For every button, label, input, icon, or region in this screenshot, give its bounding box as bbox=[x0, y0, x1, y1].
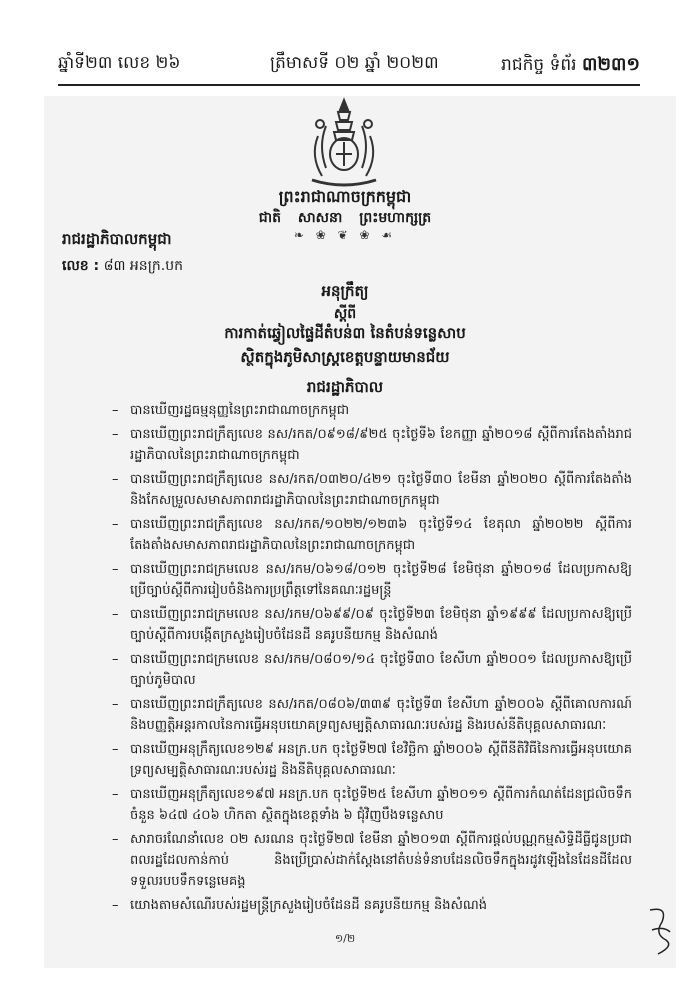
preamble-clause bbox=[112, 784, 632, 826]
journal-page-number: ៣២៣១ bbox=[581, 54, 640, 75]
bullet-dash: – bbox=[112, 607, 119, 622]
bullet-dash: – bbox=[112, 562, 119, 577]
preamble-clause bbox=[112, 400, 632, 421]
document-on: ស្ដីពី bbox=[333, 306, 357, 322]
reference-number bbox=[62, 256, 183, 277]
bullet-dash: – bbox=[112, 472, 119, 487]
handwritten-signature-icon bbox=[640, 900, 680, 960]
national-motto: ជាតិ សាសនា ព្រះមហាក្សត្រ bbox=[258, 210, 432, 226]
bullet-dash: – bbox=[112, 787, 119, 802]
preamble-clause bbox=[112, 514, 632, 556]
clause-text: បានឃើញព្រះរាជក្រមលេខ នស/រកម/០៨០១/១៤ ចុះថ្ងៃទី៣០ ខែសីហា ឆ្នាំ២០០១ ដែលប្រកាសឱ្យប្រើច្បាប់ភូមិបាល bbox=[130, 652, 632, 688]
gazette-date: ត្រឹមាសទី ០២ ឆ្នាំ ២០២៣ bbox=[270, 53, 439, 73]
royal-coat-of-arms-icon bbox=[296, 96, 392, 188]
document-title-line-2: ស្ថិតក្នុងភូមិសាស្ត្រខេត្តបន្ទាយមានជ័យ bbox=[240, 348, 450, 366]
bullet-dash: – bbox=[112, 742, 119, 757]
clause-text: បានឃើញព្រះរាជក្រឹត្យលេខ នស/រកត/០៨០៦/៣៣៩ ចុះថ្ងៃទី៣ ខែសីហា ឆ្នាំ២០០៦ ស្ដីពីគោលការណ៍ និងបញ្ញត្តិអន្តរកាលនៃការធ្វើអនុបយោគទ្រព្យសម្បត្តិសាធារណៈរបស់រដ្ឋ និងរបស់នីតិបុគ្គលសាធារណៈ bbox=[130, 697, 632, 733]
gazette-page bbox=[501, 52, 640, 79]
gazette-header bbox=[58, 52, 640, 82]
preamble-clause bbox=[112, 559, 632, 601]
bullet-dash: – bbox=[112, 652, 119, 667]
kingdom-name: ព្រះរាជាណាចក្រកម្ពុជា bbox=[278, 187, 412, 206]
preamble-clause bbox=[112, 895, 632, 916]
preamble-clause bbox=[112, 739, 632, 781]
bullet-dash: – bbox=[112, 403, 119, 418]
preamble-clause bbox=[112, 424, 632, 466]
bullet-dash: – bbox=[112, 898, 119, 913]
bullet-dash: – bbox=[112, 517, 119, 532]
journal-label: រាជកិច្ច ទំព័រ bbox=[501, 55, 577, 75]
gazette-year-issue: ឆ្នាំទី២៣ លេខ ២៦ bbox=[58, 53, 181, 73]
preamble-clause-list bbox=[112, 400, 632, 919]
clause-text: សារាចរណែនាំលេខ ០២ សរណន ចុះថ្ងៃទី២៧ ខែមីនា ឆ្នាំ២០១៣ ស្ដីពីការផ្ដល់បណ្ណកម្មសិទ្ធិដីធ្លីជូនប្រជាពលរដ្ឋដែលកាន់កាប់ និងប្រើប្រាស់ដាក់ស្ដែងនៅតំបន់ទំនាបដែនលិចទឹកក្នុងរដូវឡើងនៃដែនដីដែលទទួលរបបទឹកទន្លេមេគង្គ bbox=[130, 832, 632, 889]
issuing-authority: រាជរដ្ឋាភិបាល bbox=[306, 378, 384, 396]
ornament-divider: ❧ ❀ ❦ ❀ ☙ bbox=[293, 228, 397, 242]
document-type: អនុក្រឹត្យ bbox=[321, 282, 369, 300]
clause-text: បានឃើញអនុក្រឹត្យលេខ១៩៧ អនក្រ.បក ចុះថ្ងៃទី២៥ ខែសីហា ឆ្នាំ២០១១ ស្ដីពីការកំណត់ដែនជ្រលិចទឹកចំនួន ៦៤៧ ៤០៦ ហិកតា ស្ថិតក្នុងខេត្តទាំង ៦ ជុំវិញបឹងទន្លេសាប bbox=[130, 787, 632, 823]
preamble-clause bbox=[112, 694, 632, 736]
document-title-line-1: ការកាត់ឆ្វៀលផ្ទៃដីតំបន់៣ នៃតំបន់ទន្លេសាប bbox=[224, 324, 466, 342]
clause-text: បានឃើញរដ្ឋធម្មនុញ្ញនៃព្រះរាជាណាចក្រកម្ពុជា bbox=[130, 403, 350, 418]
preamble-clause bbox=[112, 469, 632, 511]
clause-text: យោងតាមសំណើរបស់រដ្ឋមន្ត្រីក្រសួងរៀបចំដែនដី នគរូបនីយកម្ម និងសំណង់ bbox=[130, 898, 487, 913]
preamble-clause bbox=[112, 829, 632, 892]
clause-text: បានឃើញព្រះរាជក្រឹត្យលេខ នស/រកត/០៩១៨/៩២៥ ចុះថ្ងៃទី៦ ខែកញ្ញា ឆ្នាំ២០១៨ ស្ដីពីការតែងតាំងរាជរដ្ឋាភិបាលនៃព្រះរាជាណាចក្រកម្ពុជា bbox=[130, 427, 632, 463]
clause-text: បានឃើញព្រះរាជក្រឹត្យលេខ នស/រកត/០៣២០/៤២១ ចុះថ្ងៃទី៣០ ខែមីនា ឆ្នាំ២០២០ ស្ដីពីការតែងតាំង និងកែសម្រួលសមាសភាពរាជរដ្ឋាភិបាលនៃព្រះរាជាណាចក្រកម្ពុជា bbox=[130, 472, 632, 508]
bullet-dash: – bbox=[112, 427, 119, 442]
preamble-clause bbox=[112, 604, 632, 646]
preamble-clause bbox=[112, 649, 632, 691]
clause-text: បានឃើញអនុក្រឹត្យលេខ១២៩ អនក្រ.បក ចុះថ្ងៃទី២៧ ខែវិច្ឆិកា ឆ្នាំ២០០៦ ស្ដីពីនីតិវិធីនៃការធ្វើអនុបយោគទ្រព្យសម្បត្តិសាធារណៈរបស់រដ្ឋ និងនីតិបុគ្គលសាធារណៈ bbox=[130, 742, 632, 778]
header-rule bbox=[58, 84, 640, 86]
clause-text: បានឃើញព្រះរាជក្រឹត្យលេខ នស/រកត/១០២២/១២៣៦ ចុះថ្ងៃទី១៤ ខែតុលា ឆ្នាំ២០២២ ស្ដីពីការតែងតាំងសមាសភាពរាជរដ្ឋាភិបាលនៃព្រះរាជាណាចក្រកម្ពុជា bbox=[130, 517, 632, 553]
clause-text: បានឃើញព្រះរាជក្រមលេខ នស/រកម/០៦១៨/០១២ ចុះថ្ងៃទី២៨ ខែមិថុនា ឆ្នាំ២០១៨ ដែលប្រកាសឱ្យប្រើច្បាប់ស្ដីពីការរៀបចំនិងការប្រព្រឹត្តទៅនៃគណៈរដ្ឋមន្ត្រី bbox=[130, 562, 632, 598]
clause-text: បានឃើញព្រះរាជក្រមលេខ នស/រកម/០៦៩៩/០៩ ចុះថ្ងៃទី២៣ ខែមិថុនា ឆ្នាំ១៩៩៩ ដែលប្រកាសឱ្យប្រើច្បាប់ស្ដីពីការបង្កើតក្រសួងរៀបចំដែនដី នគរូបនីយកម្ម និងសំណង់ bbox=[130, 607, 632, 643]
reference-value: ៨៣ អនក្រ.បក bbox=[103, 258, 183, 274]
government-name: រាជរដ្ឋាភិបាលកម្ពុជា bbox=[62, 230, 172, 248]
bullet-dash: – bbox=[112, 697, 119, 712]
bullet-dash: – bbox=[112, 832, 119, 847]
page-footer-number: ១/២ bbox=[334, 932, 356, 945]
reference-label: លេខ : bbox=[62, 258, 100, 274]
